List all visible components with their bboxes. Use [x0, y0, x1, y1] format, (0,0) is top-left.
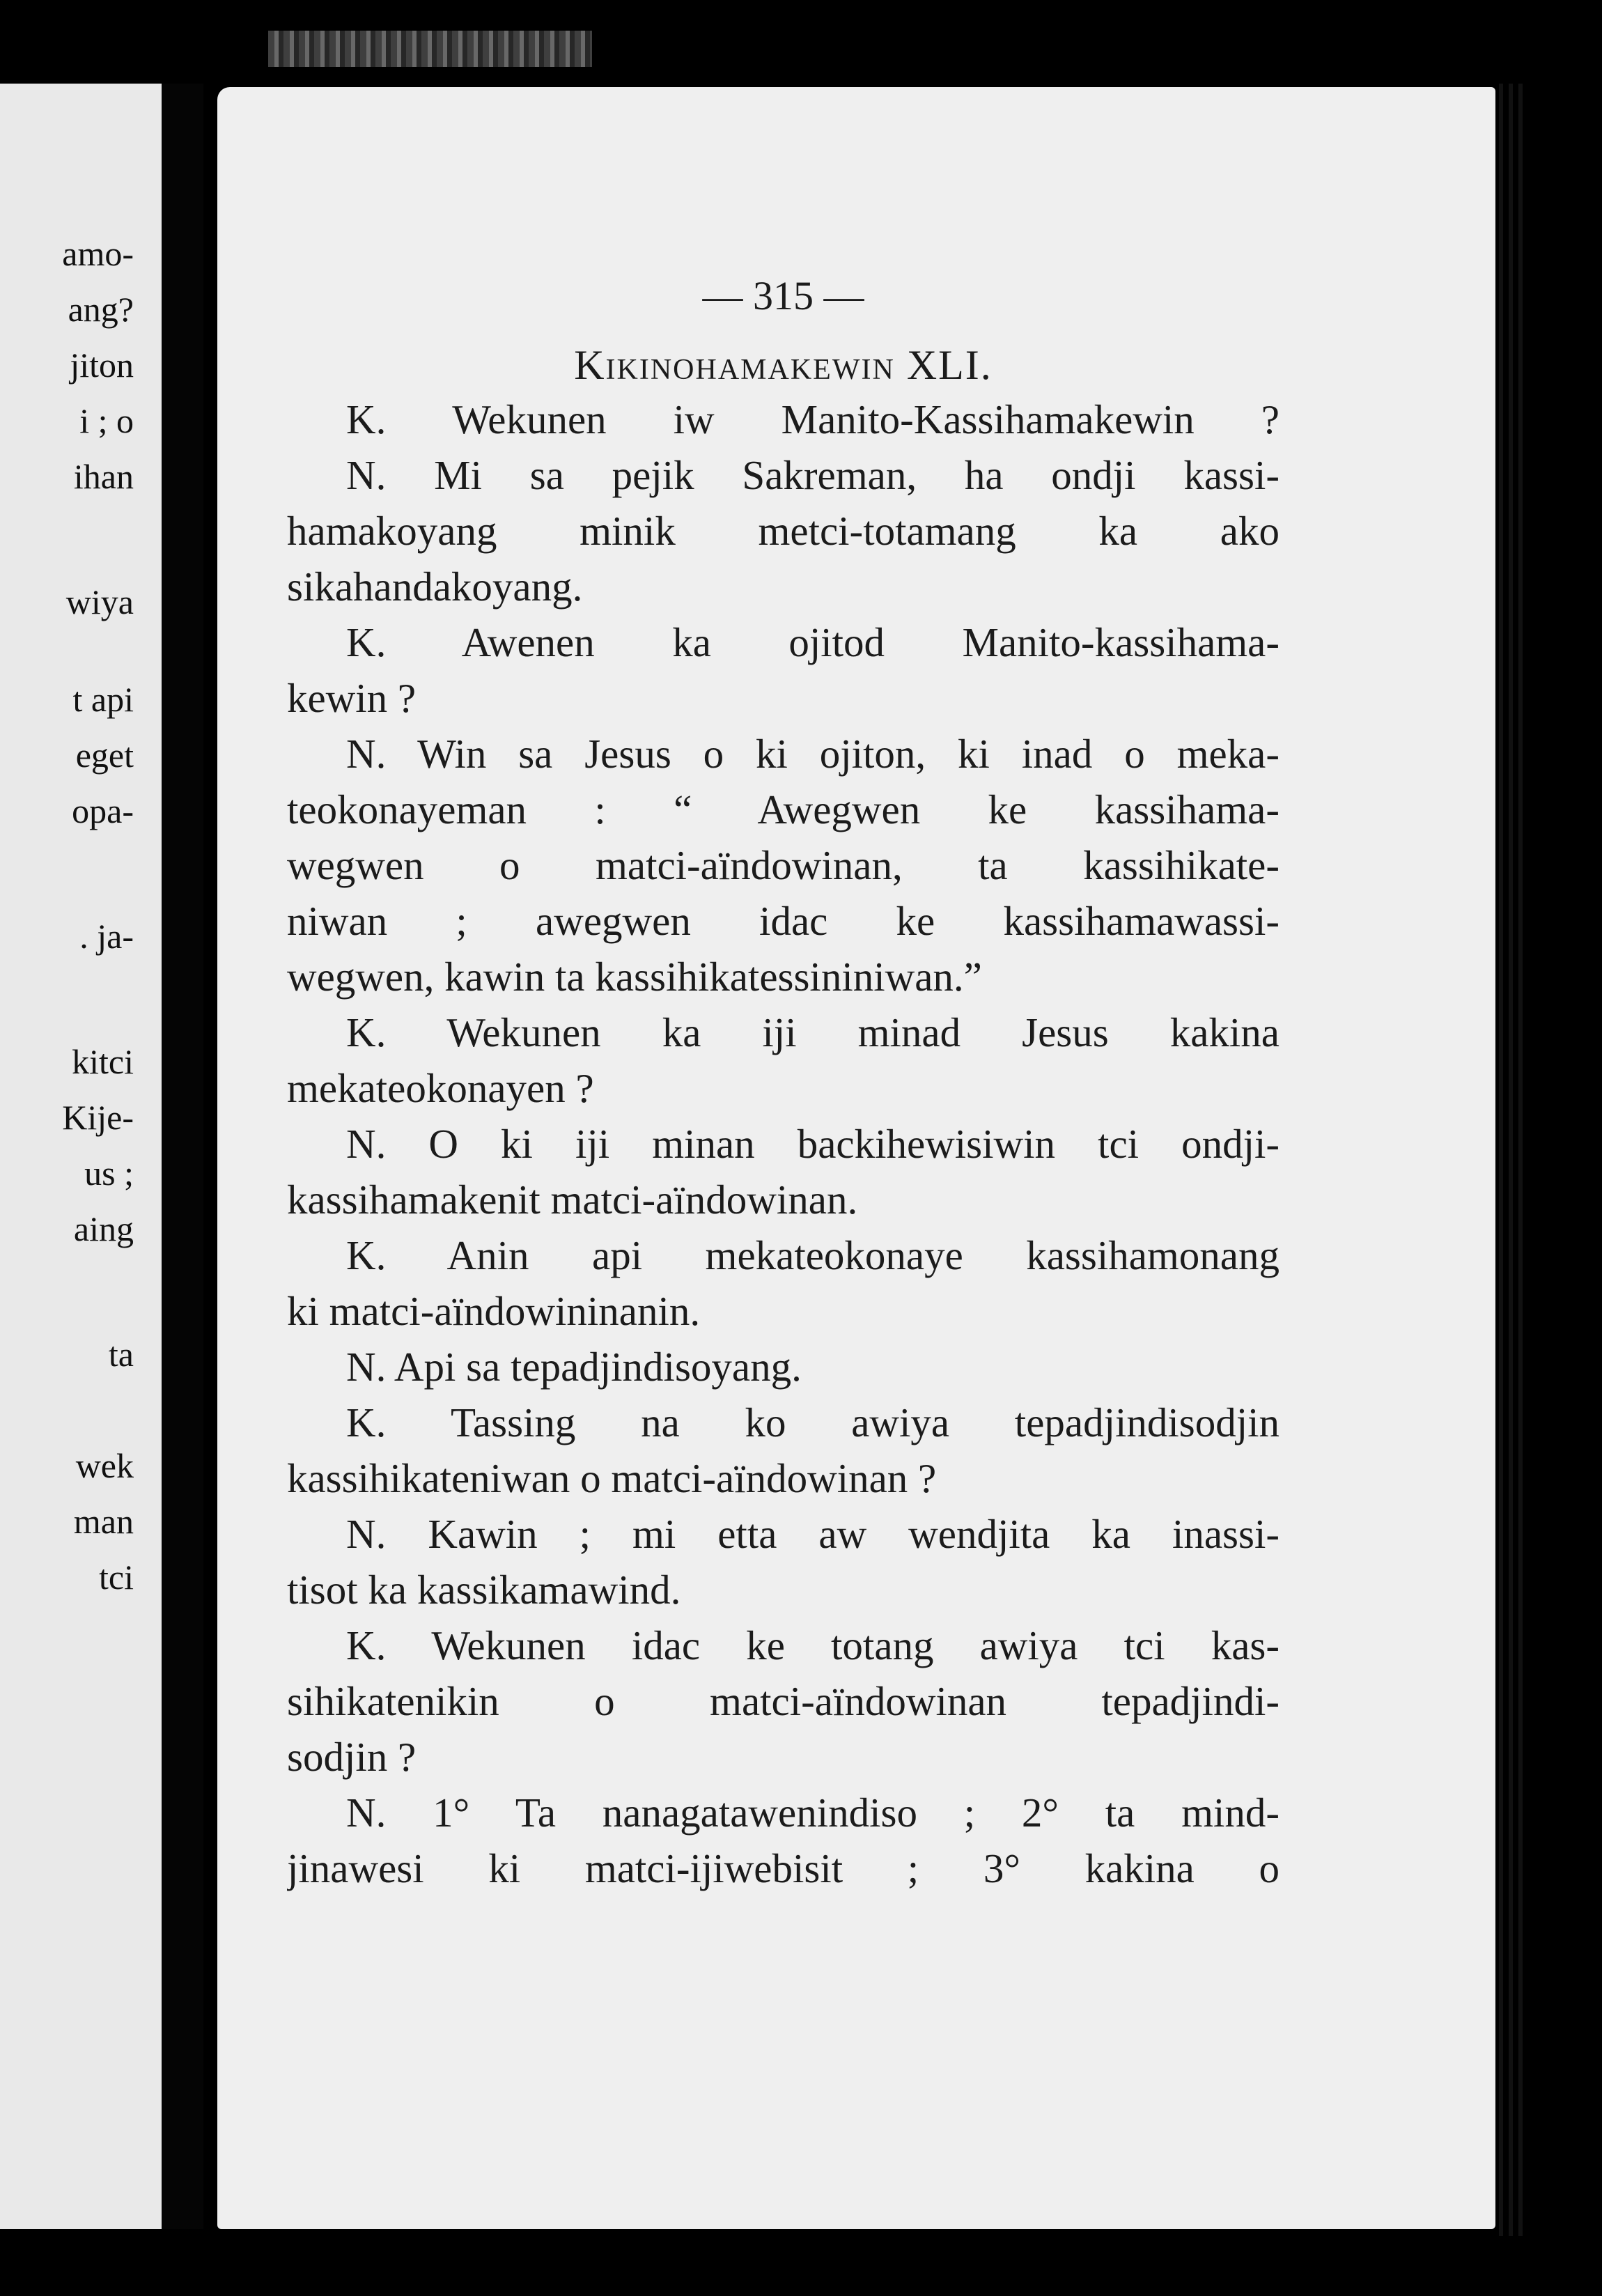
previous-page-fragment: wek	[75, 1446, 134, 1485]
previous-page-fragment: t api	[72, 680, 134, 719]
text-line: ki matci-aïndowininanin.	[287, 1288, 701, 1334]
previous-page-fragment: wiya	[65, 582, 134, 621]
text-line: sihikatenikin o matci-aïndowinan tepadjindi-	[287, 1678, 1280, 1724]
text-line: K. Wekunen iw Manito-Kassihamakewin ?	[346, 396, 1280, 442]
text-line: teokonayeman : “ Awegwen ke kassihama-	[287, 786, 1280, 832]
text-line: N. Win sa Jesus o ki ojiton, ki inad o meka-	[346, 731, 1280, 777]
previous-page-fragment: man	[73, 1502, 134, 1541]
text-line: wegwen o matci-aïndowinan, ta kassihikate-	[287, 842, 1280, 888]
previous-page-fragment: amo-	[62, 234, 134, 273]
previous-page-fragment: eget	[75, 736, 134, 775]
text-line: sikahandakoyang.	[287, 564, 583, 610]
text-line: K. Anin api mekateokonaye kassihamonang	[346, 1232, 1280, 1278]
text-line: kassihamakenit matci-aïndowinan.	[287, 1177, 858, 1223]
previous-page-fragment: . ja-	[79, 917, 134, 956]
previous-page-fragment: opa-	[72, 791, 134, 830]
previous-page-fragment: jiton	[70, 346, 134, 385]
text-line: kassihikateniwan o matci-aïndowinan ?	[287, 1455, 937, 1501]
text-line: K. Wekunen idac ke totang awiya tci kas-	[346, 1622, 1280, 1668]
text-lines	[287, 391, 1280, 1896]
text-line: kewin ?	[287, 675, 417, 721]
text-line: mekateokonayen ?	[287, 1065, 594, 1111]
text-line: N. O ki iji minan backihewisiwin tci ondji-	[346, 1121, 1280, 1167]
previous-page-fragment: aing	[73, 1209, 134, 1248]
book-gutter	[162, 84, 203, 2229]
previous-page-fragment: i ; o	[79, 401, 134, 440]
text-line: hamakoyang minik metci-totamang ka ako	[287, 508, 1280, 554]
text-line: tisot ka kassikamawind.	[287, 1567, 681, 1613]
text-line: sodjin ?	[287, 1734, 417, 1780]
text-line: N. Mi sa pejik Sakreman, ha ondji kassi-	[346, 452, 1280, 498]
text-line: K. Awenen ka ojitod Manito-kassihama-	[346, 619, 1280, 665]
text-line: K. Wekunen ka iji minad Jesus kakina	[346, 1009, 1280, 1055]
previous-page-fragment: ta	[108, 1335, 134, 1374]
chapter-heading	[287, 339, 1280, 391]
previous-page-fragment: kitci	[72, 1042, 134, 1081]
page-text	[287, 258, 1280, 1896]
previous-page-fragment: tci	[99, 1558, 134, 1597]
header-scrap	[268, 31, 592, 67]
page-number: — 315 —	[702, 273, 864, 318]
page-edge-line	[1518, 84, 1523, 2236]
text-line: K. Tassing na ko awiya tepadjindisodjin	[346, 1399, 1280, 1445]
chapter-number: XLI.	[906, 342, 993, 388]
previous-page-fragment: Kije-	[62, 1098, 134, 1137]
previous-page-fragment: ang?	[68, 290, 134, 329]
text-line: jinawesi ki matci-ijiwebisit ; 3° kakina o	[287, 1845, 1280, 1891]
text-line: wegwen, kawin ta kassihikatessininiwan.”	[287, 954, 982, 1000]
text-line: N. 1° Ta nanagatawenindiso ; 2° ta mind-	[346, 1790, 1280, 1836]
current-page	[217, 87, 1495, 2229]
text-line: niwan ; awegwen idac ke kassihamawassi-	[287, 898, 1280, 944]
previous-page	[0, 84, 166, 2229]
text-line: N. Api sa tepadjindisoyang.	[346, 1344, 802, 1390]
previous-page-fragment: ihan	[73, 457, 134, 496]
page-edge-line	[1509, 84, 1513, 2236]
text-line: N. Kawin ; mi etta aw wendjita ka inassi-	[346, 1511, 1280, 1557]
page-edge-line	[1499, 84, 1503, 2236]
chapter-title: Kikinohamakewin	[574, 342, 895, 388]
previous-page-fragment: us ;	[84, 1154, 134, 1193]
